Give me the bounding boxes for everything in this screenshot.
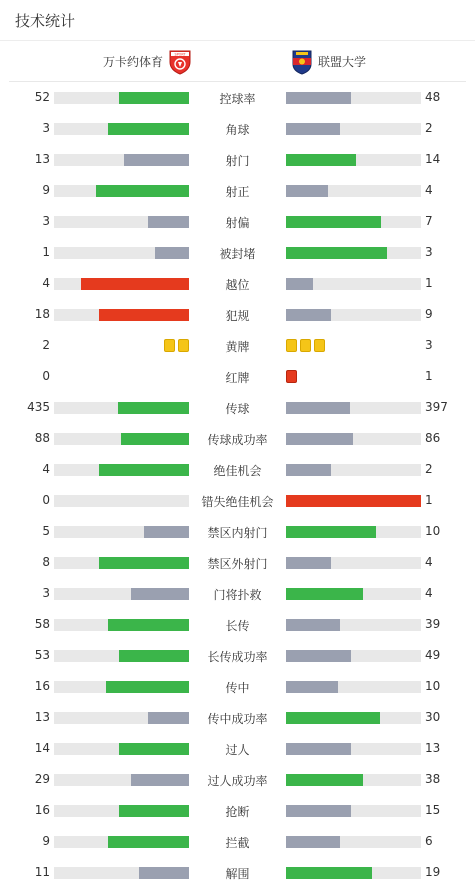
teams-row — [9, 41, 466, 82]
stat-row — [0, 764, 475, 795]
stat-row — [0, 144, 475, 175]
away-stat-bar-track — [286, 309, 421, 321]
stat-row — [0, 361, 475, 392]
away-stat-bar-track — [286, 278, 421, 290]
away-stat-value: 4 — [425, 555, 433, 569]
stat-row — [0, 113, 475, 144]
away-stat-value: 3 — [425, 338, 433, 352]
away-stat-bar-track — [286, 619, 421, 631]
home-stat-bar — [131, 774, 189, 786]
away-stat-bar — [286, 92, 351, 104]
away-stat-bar-track — [286, 588, 421, 600]
home-stat-bar — [118, 402, 189, 414]
home-stat-bar-track — [54, 588, 189, 600]
stat-label: 控球率 — [219, 92, 256, 106]
home-stat-bar-track — [54, 92, 189, 104]
home-stat-bar-track — [54, 836, 189, 848]
home-stat-value: 9 — [42, 834, 50, 848]
away-stat-bar-track — [286, 743, 421, 755]
away-stat-bar — [286, 557, 331, 569]
stat-label: 犯规 — [225, 309, 250, 323]
home-team[interactable] — [103, 41, 191, 82]
away-stat-bar — [286, 309, 331, 321]
home-stat-value: 3 — [42, 121, 50, 135]
away-stat-value: 86 — [425, 431, 441, 445]
stat-label: 过人成功率 — [207, 774, 268, 788]
home-stat-value: 435 — [27, 400, 50, 414]
away-stat-bar-track — [286, 774, 421, 786]
away-stat-bar — [286, 774, 363, 786]
stat-label: 传中成功率 — [207, 712, 268, 726]
home-stat-value: 11 — [34, 865, 50, 879]
away-stat-value: 3 — [425, 245, 433, 259]
stat-label: 射偏 — [225, 216, 250, 230]
away-stat-value: 49 — [425, 648, 441, 662]
stat-label: 过人 — [225, 743, 250, 757]
home-stat-value: 29 — [34, 772, 50, 786]
away-stat-bar-track — [286, 154, 421, 166]
away-stat-bar — [286, 805, 351, 817]
away-team-crest-icon — [291, 49, 313, 75]
home-team-name: 万卡约体育 — [102, 55, 163, 69]
away-stat-bar — [286, 402, 350, 414]
home-stat-bar — [96, 185, 189, 197]
home-stat-value: 52 — [34, 90, 50, 104]
stat-label: 传球 — [225, 402, 250, 416]
stats-list — [0, 82, 475, 888]
stat-row — [0, 702, 475, 733]
home-stat-bar-track — [54, 309, 189, 321]
stat-label: 越位 — [225, 278, 250, 292]
home-stat-bar — [99, 309, 189, 321]
away-stat-bar — [286, 867, 372, 879]
away-stat-bar-track — [286, 526, 421, 538]
away-stat-bar-track — [286, 185, 421, 197]
home-stat-bar — [148, 712, 189, 724]
home-stat-bar-track — [54, 805, 189, 817]
stat-label: 禁区外射门 — [207, 557, 268, 571]
home-stat-bar-track — [54, 867, 189, 879]
away-stat-bar-track — [286, 867, 421, 879]
away-stat-bar — [286, 681, 338, 693]
away-stat-bar-track — [286, 433, 421, 445]
away-stat-bar — [286, 433, 353, 445]
home-team-crest-text: SPORT — [174, 51, 186, 56]
stat-row — [0, 485, 475, 516]
away-stat-bar — [286, 495, 421, 507]
away-team-name: 联盟大学 — [318, 55, 367, 69]
away-stat-bar — [286, 247, 387, 259]
away-stat-bar — [286, 185, 328, 197]
stat-row — [0, 609, 475, 640]
stat-row — [0, 671, 475, 702]
stat-label: 传中 — [225, 681, 250, 695]
home-stat-bar-track — [54, 557, 189, 569]
away-stat-value: 1 — [425, 493, 433, 507]
home-stat-value: 3 — [42, 214, 50, 228]
away-stat-bar — [286, 526, 376, 538]
home-stat-value: 1 — [42, 245, 50, 259]
away-stat-bar-track — [286, 557, 421, 569]
away-stat-bar-track — [286, 836, 421, 848]
home-stat-bar-track — [54, 247, 189, 259]
stat-row — [0, 82, 475, 113]
away-stat-value: 4 — [425, 586, 433, 600]
home-stat-bar — [108, 836, 189, 848]
away-stat-value: 7 — [425, 214, 433, 228]
home-stat-bar-track — [54, 185, 189, 197]
home-stat-bar — [155, 247, 189, 259]
away-stat-bar — [286, 650, 351, 662]
away-stat-value: 48 — [425, 90, 441, 104]
away-stat-bar-track — [286, 805, 421, 817]
away-stat-bar — [286, 836, 340, 848]
away-stat-value: 2 — [425, 462, 433, 476]
stat-row — [0, 516, 475, 547]
away-stat-bar — [286, 278, 313, 290]
away-stat-bar — [286, 464, 331, 476]
home-stat-bar — [121, 433, 189, 445]
stat-label: 拦截 — [225, 836, 250, 850]
home-stat-value: 13 — [34, 710, 50, 724]
stat-label: 被封堵 — [219, 247, 256, 261]
home-stat-value: 4 — [42, 462, 50, 476]
home-stat-bar-track — [54, 402, 189, 414]
stat-label: 射门 — [225, 154, 250, 168]
away-stat-value: 10 — [425, 524, 441, 538]
stat-label: 传球成功率 — [207, 433, 268, 447]
away-stat-value: 30 — [425, 710, 441, 724]
away-stat-bar-track — [286, 123, 421, 135]
stat-label: 绝佳机会 — [213, 464, 262, 478]
away-stat-value: 39 — [425, 617, 441, 631]
home-stat-bar-track — [54, 433, 189, 445]
stat-label: 射正 — [225, 185, 250, 199]
away-stat-bar-track — [286, 216, 421, 228]
home-stat-value: 18 — [34, 307, 50, 321]
home-stat-bar — [148, 216, 189, 228]
home-stat-bar-track — [54, 464, 189, 476]
home-stat-bar — [99, 464, 189, 476]
home-stat-bar-track — [54, 681, 189, 693]
home-stat-bar-track — [54, 278, 189, 290]
away-stat-bar-track — [286, 495, 421, 507]
stat-row — [0, 299, 475, 330]
stat-row — [0, 826, 475, 857]
away-stat-value: 38 — [425, 772, 441, 786]
home-team-crest-icon — [169, 49, 191, 75]
home-stat-bar — [106, 681, 189, 693]
home-cards — [164, 339, 189, 352]
home-stat-bar — [144, 526, 189, 538]
away-stat-value: 10 — [425, 679, 441, 693]
away-stat-value: 397 — [425, 400, 448, 414]
away-stat-bar — [286, 216, 381, 228]
stat-row — [0, 423, 475, 454]
stat-row — [0, 237, 475, 268]
away-stat-value: 1 — [425, 369, 433, 383]
stat-label: 抢断 — [225, 805, 250, 819]
stat-label: 长传 — [225, 619, 250, 633]
home-stat-bar-track — [54, 216, 189, 228]
home-stat-bar-track — [54, 526, 189, 538]
stat-label: 错失绝佳机会 — [201, 495, 274, 509]
stat-row — [0, 578, 475, 609]
home-stat-bar — [119, 650, 189, 662]
home-stat-value: 16 — [34, 803, 50, 817]
away-stat-value: 15 — [425, 803, 441, 817]
away-stat-bar-track — [286, 464, 421, 476]
away-stat-bar — [286, 123, 340, 135]
home-stat-value: 13 — [34, 152, 50, 166]
red-card-icon — [286, 370, 297, 383]
home-stat-bar — [108, 619, 189, 631]
away-stat-value: 13 — [425, 741, 441, 755]
stat-row — [0, 547, 475, 578]
home-stat-bar — [131, 588, 189, 600]
away-stat-bar-track — [286, 247, 421, 259]
stat-row — [0, 206, 475, 237]
away-stat-bar — [286, 619, 340, 631]
stat-label: 角球 — [225, 123, 250, 137]
away-stat-bar — [286, 154, 356, 166]
home-stat-value: 3 — [42, 586, 50, 600]
stat-row — [0, 454, 475, 485]
home-stat-value: 58 — [34, 617, 50, 631]
away-stat-bar-track — [286, 92, 421, 104]
yellow-card-icon — [300, 339, 311, 352]
home-stat-value: 88 — [34, 431, 50, 445]
home-stat-value: 0 — [42, 369, 50, 383]
stat-label: 黄牌 — [225, 340, 250, 354]
away-stat-value: 6 — [425, 834, 433, 848]
home-stat-bar-track — [54, 123, 189, 135]
stat-row — [0, 733, 475, 764]
stat-row — [0, 330, 475, 361]
home-stat-bar — [99, 557, 189, 569]
yellow-card-icon — [164, 339, 175, 352]
away-stat-bar-track — [286, 402, 421, 414]
away-stat-bar-track — [286, 712, 421, 724]
away-stat-value: 19 — [425, 865, 441, 879]
home-stat-value: 9 — [42, 183, 50, 197]
stat-label: 门将扑救 — [213, 588, 262, 602]
home-stat-bar-track — [54, 154, 189, 166]
away-stat-bar-track — [286, 681, 421, 693]
home-stat-bar — [81, 278, 189, 290]
away-stat-value: 4 — [425, 183, 433, 197]
home-stat-value: 4 — [42, 276, 50, 290]
home-stat-value: 16 — [34, 679, 50, 693]
stat-label: 解围 — [225, 867, 250, 881]
stat-row — [0, 640, 475, 671]
home-stat-value: 5 — [42, 524, 50, 538]
home-stat-value: 14 — [34, 741, 50, 755]
away-stat-bar-track — [286, 650, 421, 662]
stat-row — [0, 795, 475, 826]
home-stat-bar-track — [54, 650, 189, 662]
home-stat-bar — [119, 743, 189, 755]
home-stat-value: 0 — [42, 493, 50, 507]
stat-label: 长传成功率 — [207, 650, 268, 664]
home-stat-bar — [124, 154, 189, 166]
home-stat-bar — [108, 123, 189, 135]
home-stat-bar-track — [54, 619, 189, 631]
home-stat-value: 2 — [42, 338, 50, 352]
home-stat-bar-track — [54, 743, 189, 755]
stat-label: 禁区内射门 — [207, 526, 268, 540]
away-stat-value: 9 — [425, 307, 433, 321]
away-stat-bar — [286, 743, 351, 755]
stat-label: 红牌 — [225, 371, 250, 385]
stat-row — [0, 857, 475, 888]
home-stat-bar-track — [54, 495, 189, 507]
home-stat-bar — [119, 805, 189, 817]
away-stat-value: 1 — [425, 276, 433, 290]
stat-row — [0, 392, 475, 423]
yellow-card-icon — [178, 339, 189, 352]
page-title: 技术统计 — [15, 11, 76, 30]
stat-row — [0, 175, 475, 206]
home-stat-bar — [139, 867, 189, 879]
home-stat-value: 53 — [34, 648, 50, 662]
stats-header — [0, 0, 475, 41]
home-stat-bar-track — [54, 774, 189, 786]
away-cards — [286, 370, 297, 383]
stat-row — [0, 268, 475, 299]
away-stat-bar — [286, 588, 363, 600]
away-cards — [286, 339, 325, 352]
away-team[interactable] — [291, 41, 366, 82]
yellow-card-icon — [286, 339, 297, 352]
away-stat-bar — [286, 712, 380, 724]
home-stat-value: 8 — [42, 555, 50, 569]
away-stat-value: 2 — [425, 121, 433, 135]
yellow-card-icon — [314, 339, 325, 352]
home-stat-bar — [119, 92, 189, 104]
away-stat-value: 14 — [425, 152, 441, 166]
home-stat-bar-track — [54, 712, 189, 724]
